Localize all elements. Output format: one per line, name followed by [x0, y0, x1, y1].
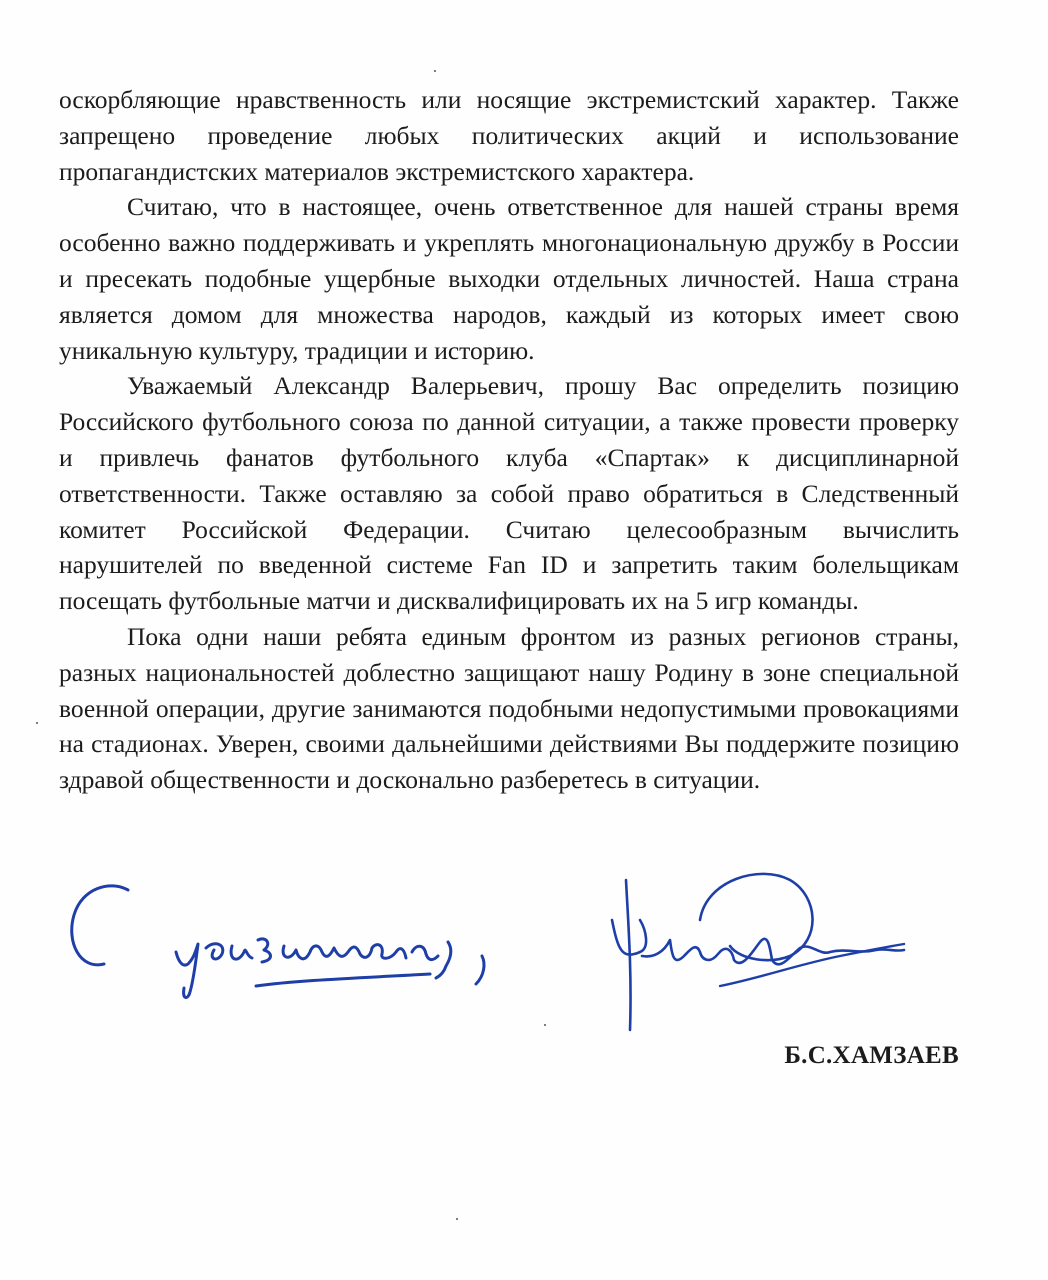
scan-speck: [544, 1024, 546, 1026]
scan-speck: [456, 1218, 458, 1220]
scan-speck: [434, 70, 436, 72]
signature-strokes: [612, 880, 904, 1030]
paragraph-conclusion: Пока одни наши ребята единым фронтом из разных регионов страны, разных национальностей доблестно защищают нашу Родину в зоне специальной военной операции, другие занимаются подобными недопустимыми провокациями на стадионах. Уверен, своими дальнейшими действиями Вы поддержите позицию здравой общественности и досконально разберетесь в ситуации.: [59, 621, 959, 795]
handwriting-svg: [0, 860, 1048, 1060]
paragraph-request: Уважаемый Александр Валерьевич, прошу Вас определить позицию Российского футбольного союза по данной ситуации, а также провести проверку и привлечь фанатов футбольного клуба «Спартак» к дисциплинарной ответственности. Также оставляю за собой право обратиться в Следственный комитет Российской Федерации. Считаю целесообразным вычислить нарушителей по введенной системе Fan ID и запретить таким болельщикам посещать футбольные матчи и дисквалифицировать их на 5 игр команды.: [59, 371, 959, 616]
handwritten-closing-underline: [256, 974, 430, 986]
signer-name: Б.С.ХАМЗАЕВ: [784, 1042, 959, 1069]
paragraph-friendship: Считаю, что в настоящее, очень ответственное для нашей страны время особенно важно поддерживать и укреплять многонациональную дружбу в России и пресекать подобные ущербные выходки отдельных личностей. Наша страна является домом для множества народов, каждый из которых имеет свою уникальную культуру, традиции и историю.: [59, 192, 959, 365]
handwritten-closing-word: [176, 939, 451, 998]
handwritten-closing-c: [72, 886, 128, 965]
handwritten-comma: [476, 956, 484, 984]
paragraph-continuation: оскорбляющие нравственность или носящие экстремистский характер. Также запрещено проведение любых политических акций и использование пропагандистских материалов экстремистского характера.: [59, 85, 959, 186]
letter-body: [59, 82, 959, 798]
scan-speck: [36, 722, 38, 724]
